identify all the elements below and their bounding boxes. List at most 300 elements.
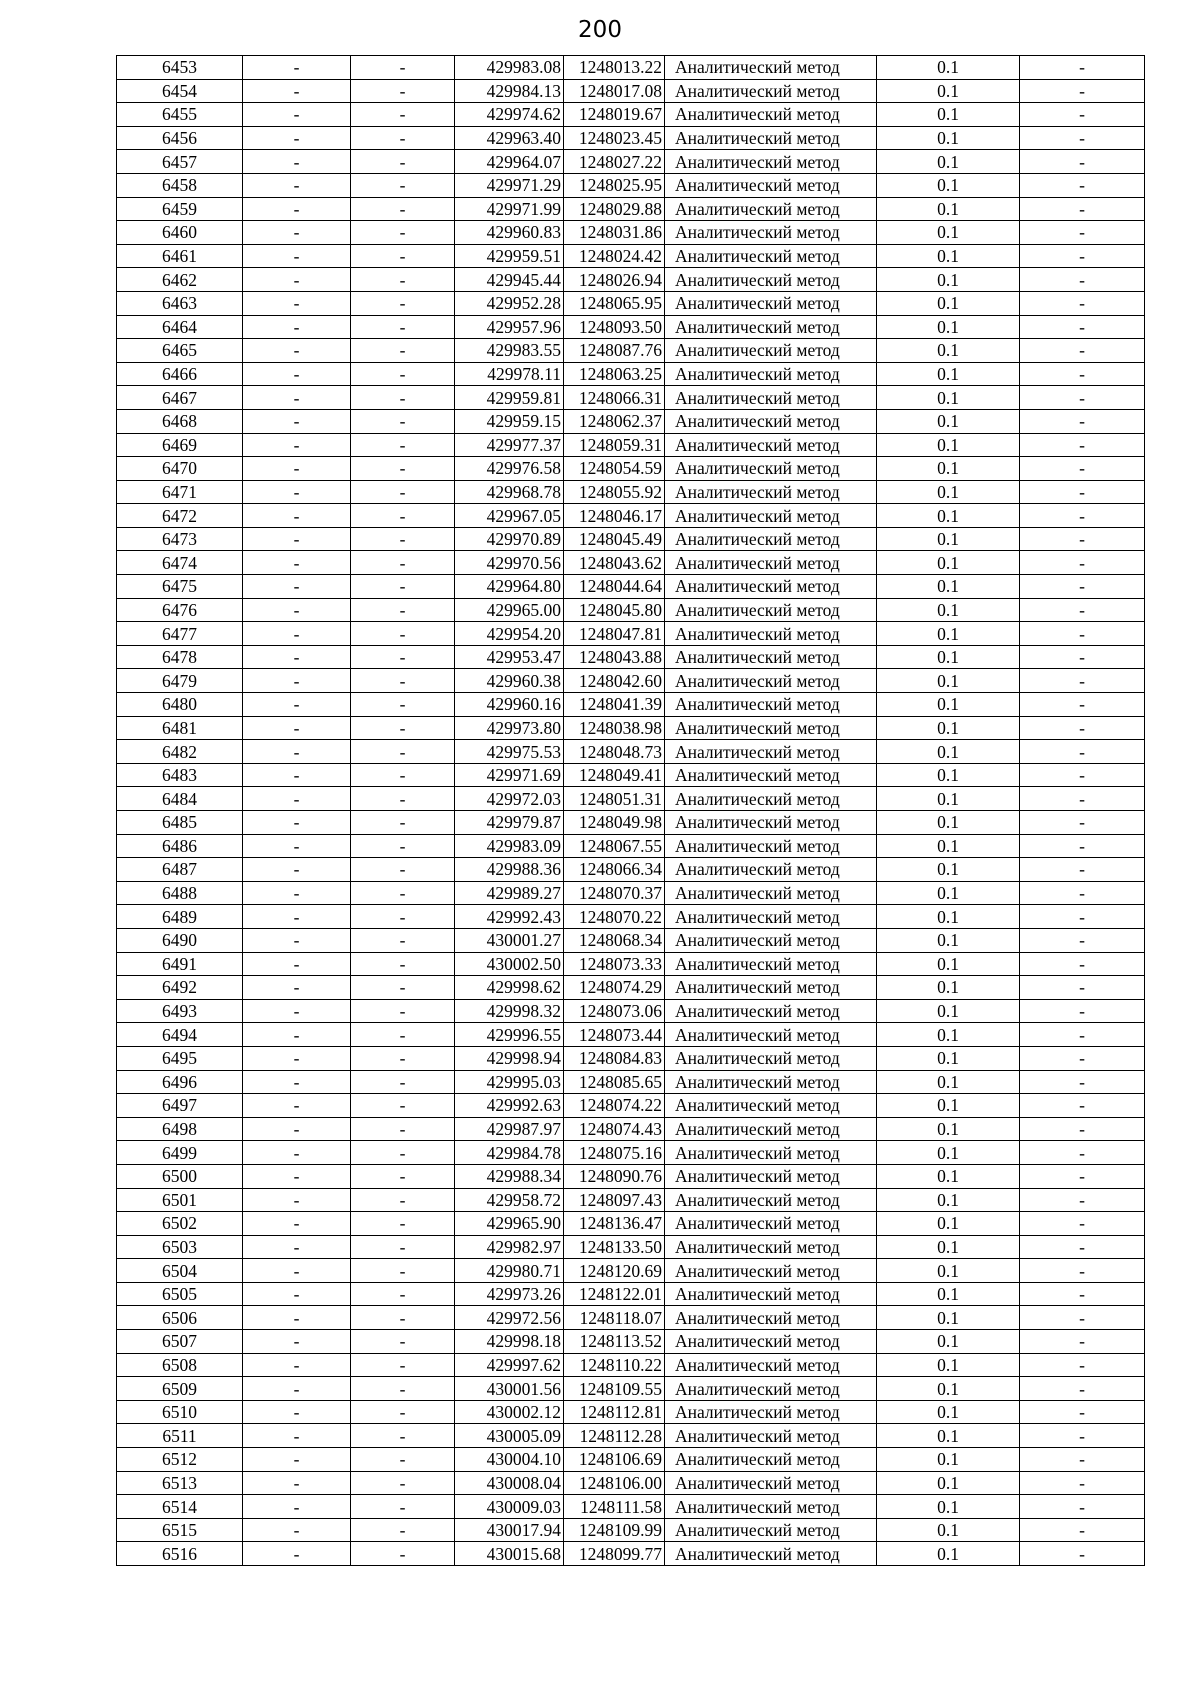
note-cell: - <box>1020 928 1145 952</box>
empty-cell: - <box>351 480 455 504</box>
method-cell: Аналитический метод <box>665 1259 877 1283</box>
x-coordinate-cell: 429972.56 <box>455 1306 564 1330</box>
note-cell: - <box>1020 1400 1145 1424</box>
note-cell: - <box>1020 1188 1145 1212</box>
accuracy-cell: 0.1 <box>877 1400 1020 1424</box>
method-cell: Аналитический метод <box>665 952 877 976</box>
empty-cell: - <box>243 103 351 127</box>
point-number-cell: 6461 <box>117 244 243 268</box>
table-row <box>117 339 1145 363</box>
table-row <box>117 905 1145 929</box>
x-coordinate-cell: 429970.89 <box>455 527 564 551</box>
x-coordinate-cell: 429973.26 <box>455 1282 564 1306</box>
y-coordinate-cell: 1248026.94 <box>564 268 665 292</box>
empty-cell: - <box>351 79 455 103</box>
y-coordinate-cell: 1248085.65 <box>564 1070 665 1094</box>
y-coordinate-cell: 1248042.60 <box>564 669 665 693</box>
empty-cell: - <box>351 527 455 551</box>
y-coordinate-cell: 1248087.76 <box>564 339 665 363</box>
note-cell: - <box>1020 457 1145 481</box>
accuracy-cell: 0.1 <box>877 339 1020 363</box>
x-coordinate-cell: 429988.36 <box>455 858 564 882</box>
accuracy-cell: 0.1 <box>877 1141 1020 1165</box>
empty-cell: - <box>351 834 455 858</box>
note-cell: - <box>1020 221 1145 245</box>
table-row <box>117 291 1145 315</box>
note-cell: - <box>1020 669 1145 693</box>
table-row <box>117 1141 1145 1165</box>
method-cell: Аналитический метод <box>665 1212 877 1236</box>
table-row <box>117 1212 1145 1236</box>
method-cell: Аналитический метод <box>665 1282 877 1306</box>
x-coordinate-cell: 430004.10 <box>455 1448 564 1472</box>
empty-cell: - <box>243 1377 351 1401</box>
x-coordinate-cell: 429965.90 <box>455 1212 564 1236</box>
accuracy-cell: 0.1 <box>877 409 1020 433</box>
table-row <box>117 928 1145 952</box>
empty-cell: - <box>351 1282 455 1306</box>
table-row <box>117 1094 1145 1118</box>
method-cell: Аналитический метод <box>665 834 877 858</box>
accuracy-cell: 0.1 <box>877 952 1020 976</box>
x-coordinate-cell: 429952.28 <box>455 291 564 315</box>
note-cell: - <box>1020 1235 1145 1259</box>
point-number-cell: 6500 <box>117 1164 243 1188</box>
y-coordinate-cell: 1248068.34 <box>564 928 665 952</box>
y-coordinate-cell: 1248090.76 <box>564 1164 665 1188</box>
method-cell: Аналитический метод <box>665 339 877 363</box>
empty-cell: - <box>243 268 351 292</box>
empty-cell: - <box>243 1117 351 1141</box>
empty-cell: - <box>351 56 455 80</box>
x-coordinate-cell: 429963.40 <box>455 126 564 150</box>
empty-cell: - <box>351 504 455 528</box>
point-number-cell: 6467 <box>117 386 243 410</box>
point-number-cell: 6506 <box>117 1306 243 1330</box>
x-coordinate-cell: 430001.27 <box>455 928 564 952</box>
accuracy-cell: 0.1 <box>877 1117 1020 1141</box>
method-cell: Аналитический метод <box>665 787 877 811</box>
table-row <box>117 1495 1145 1519</box>
note-cell: - <box>1020 409 1145 433</box>
note-cell: - <box>1020 976 1145 1000</box>
note-cell: - <box>1020 1117 1145 1141</box>
note-cell: - <box>1020 716 1145 740</box>
accuracy-cell: 0.1 <box>877 598 1020 622</box>
point-number-cell: 6470 <box>117 457 243 481</box>
empty-cell: - <box>351 1448 455 1472</box>
x-coordinate-cell: 429971.99 <box>455 197 564 221</box>
y-coordinate-cell: 1248044.64 <box>564 575 665 599</box>
empty-cell: - <box>243 1023 351 1047</box>
empty-cell: - <box>351 881 455 905</box>
y-coordinate-cell: 1248122.01 <box>564 1282 665 1306</box>
empty-cell: - <box>243 1400 351 1424</box>
empty-cell: - <box>351 645 455 669</box>
empty-cell: - <box>243 527 351 551</box>
x-coordinate-cell: 429983.08 <box>455 56 564 80</box>
y-coordinate-cell: 1248109.99 <box>564 1518 665 1542</box>
y-coordinate-cell: 1248097.43 <box>564 1188 665 1212</box>
table-row <box>117 409 1145 433</box>
y-coordinate-cell: 1248054.59 <box>564 457 665 481</box>
table-row <box>117 386 1145 410</box>
empty-cell: - <box>351 1259 455 1283</box>
x-coordinate-cell: 430017.94 <box>455 1518 564 1542</box>
x-coordinate-cell: 430002.12 <box>455 1400 564 1424</box>
method-cell: Аналитический метод <box>665 811 877 835</box>
x-coordinate-cell: 429960.83 <box>455 221 564 245</box>
y-coordinate-cell: 1248111.58 <box>564 1495 665 1519</box>
table-row <box>117 1259 1145 1283</box>
method-cell: Аналитический метод <box>665 315 877 339</box>
empty-cell: - <box>243 763 351 787</box>
note-cell: - <box>1020 79 1145 103</box>
y-coordinate-cell: 1248112.28 <box>564 1424 665 1448</box>
y-coordinate-cell: 1248084.83 <box>564 1046 665 1070</box>
method-cell: Аналитический метод <box>665 1023 877 1047</box>
method-cell: Аналитический метод <box>665 150 877 174</box>
note-cell: - <box>1020 244 1145 268</box>
note-cell: - <box>1020 763 1145 787</box>
empty-cell: - <box>351 622 455 646</box>
accuracy-cell: 0.1 <box>877 716 1020 740</box>
point-number-cell: 6462 <box>117 268 243 292</box>
empty-cell: - <box>243 834 351 858</box>
table-row <box>117 1070 1145 1094</box>
point-number-cell: 6487 <box>117 858 243 882</box>
empty-cell: - <box>243 952 351 976</box>
x-coordinate-cell: 429998.32 <box>455 999 564 1023</box>
table-row <box>117 457 1145 481</box>
accuracy-cell: 0.1 <box>877 1330 1020 1354</box>
table-row <box>117 221 1145 245</box>
note-cell: - <box>1020 740 1145 764</box>
point-number-cell: 6497 <box>117 1094 243 1118</box>
x-coordinate-cell: 429992.63 <box>455 1094 564 1118</box>
empty-cell: - <box>351 811 455 835</box>
table-row <box>117 1400 1145 1424</box>
empty-cell: - <box>351 291 455 315</box>
empty-cell: - <box>243 999 351 1023</box>
y-coordinate-cell: 1248106.00 <box>564 1471 665 1495</box>
empty-cell: - <box>243 740 351 764</box>
empty-cell: - <box>243 1164 351 1188</box>
accuracy-cell: 0.1 <box>877 315 1020 339</box>
empty-cell: - <box>351 763 455 787</box>
table-row <box>117 1306 1145 1330</box>
note-cell: - <box>1020 787 1145 811</box>
empty-cell: - <box>351 999 455 1023</box>
empty-cell: - <box>243 1282 351 1306</box>
empty-cell: - <box>243 504 351 528</box>
point-number-cell: 6484 <box>117 787 243 811</box>
point-number-cell: 6509 <box>117 1377 243 1401</box>
empty-cell: - <box>243 928 351 952</box>
x-coordinate-cell: 429965.00 <box>455 598 564 622</box>
accuracy-cell: 0.1 <box>877 1046 1020 1070</box>
table-row <box>117 173 1145 197</box>
x-coordinate-cell: 429978.11 <box>455 362 564 386</box>
x-coordinate-cell: 429967.05 <box>455 504 564 528</box>
x-coordinate-cell: 429945.44 <box>455 268 564 292</box>
method-cell: Аналитический метод <box>665 763 877 787</box>
point-number-cell: 6459 <box>117 197 243 221</box>
empty-cell: - <box>243 339 351 363</box>
point-number-cell: 6463 <box>117 291 243 315</box>
table-row <box>117 693 1145 717</box>
point-number-cell: 6483 <box>117 763 243 787</box>
note-cell: - <box>1020 952 1145 976</box>
empty-cell: - <box>243 433 351 457</box>
table-row <box>117 1023 1145 1047</box>
table-row <box>117 1282 1145 1306</box>
method-cell: Аналитический метод <box>665 197 877 221</box>
empty-cell: - <box>243 551 351 575</box>
empty-cell: - <box>351 1164 455 1188</box>
empty-cell: - <box>243 1070 351 1094</box>
note-cell: - <box>1020 1306 1145 1330</box>
y-coordinate-cell: 1248066.34 <box>564 858 665 882</box>
empty-cell: - <box>351 1188 455 1212</box>
empty-cell: - <box>243 1046 351 1070</box>
x-coordinate-cell: 429984.13 <box>455 79 564 103</box>
y-coordinate-cell: 1248093.50 <box>564 315 665 339</box>
method-cell: Аналитический метод <box>665 669 877 693</box>
table-row <box>117 79 1145 103</box>
point-number-cell: 6481 <box>117 716 243 740</box>
point-number-cell: 6478 <box>117 645 243 669</box>
accuracy-cell: 0.1 <box>877 999 1020 1023</box>
point-number-cell: 6503 <box>117 1235 243 1259</box>
note-cell: - <box>1020 339 1145 363</box>
x-coordinate-cell: 429970.56 <box>455 551 564 575</box>
empty-cell: - <box>243 622 351 646</box>
point-number-cell: 6471 <box>117 480 243 504</box>
method-cell: Аналитический метод <box>665 1471 877 1495</box>
empty-cell: - <box>351 928 455 952</box>
accuracy-cell: 0.1 <box>877 622 1020 646</box>
x-coordinate-cell: 429957.96 <box>455 315 564 339</box>
x-coordinate-cell: 429960.38 <box>455 669 564 693</box>
x-coordinate-cell: 429972.03 <box>455 787 564 811</box>
empty-cell: - <box>243 881 351 905</box>
note-cell: - <box>1020 504 1145 528</box>
accuracy-cell: 0.1 <box>877 1471 1020 1495</box>
point-number-cell: 6512 <box>117 1448 243 1472</box>
point-number-cell: 6460 <box>117 221 243 245</box>
empty-cell: - <box>351 598 455 622</box>
method-cell: Аналитический метод <box>665 575 877 599</box>
accuracy-cell: 0.1 <box>877 1094 1020 1118</box>
method-cell: Аналитический метод <box>665 221 877 245</box>
x-coordinate-cell: 430015.68 <box>455 1542 564 1566</box>
y-coordinate-cell: 1248013.22 <box>564 56 665 80</box>
table-row <box>117 1046 1145 1070</box>
point-number-cell: 6494 <box>117 1023 243 1047</box>
y-coordinate-cell: 1248046.17 <box>564 504 665 528</box>
x-coordinate-cell: 429998.18 <box>455 1330 564 1354</box>
y-coordinate-cell: 1248049.41 <box>564 763 665 787</box>
empty-cell: - <box>351 1212 455 1236</box>
method-cell: Аналитический метод <box>665 1164 877 1188</box>
y-coordinate-cell: 1248109.55 <box>564 1377 665 1401</box>
method-cell: Аналитический метод <box>665 881 877 905</box>
table-row <box>117 1353 1145 1377</box>
point-number-cell: 6472 <box>117 504 243 528</box>
y-coordinate-cell: 1248070.22 <box>564 905 665 929</box>
empty-cell: - <box>243 787 351 811</box>
y-coordinate-cell: 1248059.31 <box>564 433 665 457</box>
accuracy-cell: 0.1 <box>877 1518 1020 1542</box>
note-cell: - <box>1020 575 1145 599</box>
note-cell: - <box>1020 56 1145 80</box>
empty-cell: - <box>243 79 351 103</box>
method-cell: Аналитический метод <box>665 1495 877 1519</box>
table-row <box>117 551 1145 575</box>
accuracy-cell: 0.1 <box>877 527 1020 551</box>
method-cell: Аналитический метод <box>665 103 877 127</box>
y-coordinate-cell: 1248024.42 <box>564 244 665 268</box>
note-cell: - <box>1020 1164 1145 1188</box>
method-cell: Аналитический метод <box>665 126 877 150</box>
empty-cell: - <box>243 1542 351 1566</box>
empty-cell: - <box>351 1306 455 1330</box>
x-coordinate-cell: 429974.62 <box>455 103 564 127</box>
x-coordinate-cell: 429998.62 <box>455 976 564 1000</box>
point-number-cell: 6516 <box>117 1542 243 1566</box>
note-cell: - <box>1020 1282 1145 1306</box>
method-cell: Аналитический метод <box>665 1400 877 1424</box>
method-cell: Аналитический метод <box>665 291 877 315</box>
method-cell: Аналитический метод <box>665 1518 877 1542</box>
y-coordinate-cell: 1248017.08 <box>564 79 665 103</box>
empty-cell: - <box>351 669 455 693</box>
accuracy-cell: 0.1 <box>877 504 1020 528</box>
empty-cell: - <box>243 1306 351 1330</box>
empty-cell: - <box>243 126 351 150</box>
table-body <box>117 56 1145 1566</box>
y-coordinate-cell: 1248055.92 <box>564 480 665 504</box>
table-row <box>117 787 1145 811</box>
point-number-cell: 6465 <box>117 339 243 363</box>
point-number-cell: 6510 <box>117 1400 243 1424</box>
y-coordinate-cell: 1248023.45 <box>564 126 665 150</box>
point-number-cell: 6455 <box>117 103 243 127</box>
table-row <box>117 1164 1145 1188</box>
table-row <box>117 1448 1145 1472</box>
method-cell: Аналитический метод <box>665 386 877 410</box>
point-number-cell: 6479 <box>117 669 243 693</box>
page-number: 200 <box>578 17 622 43</box>
empty-cell: - <box>351 103 455 127</box>
accuracy-cell: 0.1 <box>877 173 1020 197</box>
accuracy-cell: 0.1 <box>877 1377 1020 1401</box>
table-row <box>117 433 1145 457</box>
method-cell: Аналитический метод <box>665 976 877 1000</box>
accuracy-cell: 0.1 <box>877 1353 1020 1377</box>
y-coordinate-cell: 1248070.37 <box>564 881 665 905</box>
x-coordinate-cell: 429964.07 <box>455 150 564 174</box>
x-coordinate-cell: 429988.34 <box>455 1164 564 1188</box>
table-row <box>117 858 1145 882</box>
accuracy-cell: 0.1 <box>877 1282 1020 1306</box>
y-coordinate-cell: 1248029.88 <box>564 197 665 221</box>
table-row <box>117 244 1145 268</box>
point-number-cell: 6473 <box>117 527 243 551</box>
table-row <box>117 716 1145 740</box>
accuracy-cell: 0.1 <box>877 787 1020 811</box>
point-number-cell: 6475 <box>117 575 243 599</box>
y-coordinate-cell: 1248067.55 <box>564 834 665 858</box>
accuracy-cell: 0.1 <box>877 1542 1020 1566</box>
y-coordinate-cell: 1248110.22 <box>564 1353 665 1377</box>
note-cell: - <box>1020 881 1145 905</box>
empty-cell: - <box>243 1448 351 1472</box>
method-cell: Аналитический метод <box>665 1353 877 1377</box>
y-coordinate-cell: 1248112.81 <box>564 1400 665 1424</box>
method-cell: Аналитический метод <box>665 173 877 197</box>
empty-cell: - <box>351 315 455 339</box>
accuracy-cell: 0.1 <box>877 1070 1020 1094</box>
y-coordinate-cell: 1248066.31 <box>564 386 665 410</box>
accuracy-cell: 0.1 <box>877 79 1020 103</box>
note-cell: - <box>1020 1094 1145 1118</box>
empty-cell: - <box>351 575 455 599</box>
empty-cell: - <box>351 551 455 575</box>
table-row <box>117 763 1145 787</box>
point-number-cell: 6515 <box>117 1518 243 1542</box>
note-cell: - <box>1020 1023 1145 1047</box>
y-coordinate-cell: 1248027.22 <box>564 150 665 174</box>
empty-cell: - <box>243 811 351 835</box>
y-coordinate-cell: 1248074.22 <box>564 1094 665 1118</box>
y-coordinate-cell: 1248073.44 <box>564 1023 665 1047</box>
empty-cell: - <box>351 1023 455 1047</box>
note-cell: - <box>1020 103 1145 127</box>
accuracy-cell: 0.1 <box>877 126 1020 150</box>
x-coordinate-cell: 429954.20 <box>455 622 564 646</box>
empty-cell: - <box>351 409 455 433</box>
point-number-cell: 6492 <box>117 976 243 1000</box>
method-cell: Аналитический метод <box>665 409 877 433</box>
method-cell: Аналитический метод <box>665 622 877 646</box>
point-number-cell: 6456 <box>117 126 243 150</box>
accuracy-cell: 0.1 <box>877 763 1020 787</box>
note-cell: - <box>1020 1046 1145 1070</box>
point-number-cell: 6501 <box>117 1188 243 1212</box>
table-row <box>117 1188 1145 1212</box>
method-cell: Аналитический метод <box>665 928 877 952</box>
empty-cell: - <box>243 150 351 174</box>
y-coordinate-cell: 1248038.98 <box>564 716 665 740</box>
y-coordinate-cell: 1248047.81 <box>564 622 665 646</box>
point-number-cell: 6505 <box>117 1282 243 1306</box>
method-cell: Аналитический метод <box>665 527 877 551</box>
accuracy-cell: 0.1 <box>877 669 1020 693</box>
method-cell: Аналитический метод <box>665 268 877 292</box>
y-coordinate-cell: 1248099.77 <box>564 1542 665 1566</box>
empty-cell: - <box>351 1117 455 1141</box>
accuracy-cell: 0.1 <box>877 457 1020 481</box>
point-number-cell: 6482 <box>117 740 243 764</box>
method-cell: Аналитический метод <box>665 480 877 504</box>
empty-cell: - <box>243 598 351 622</box>
accuracy-cell: 0.1 <box>877 575 1020 599</box>
accuracy-cell: 0.1 <box>877 811 1020 835</box>
empty-cell: - <box>243 1259 351 1283</box>
point-number-cell: 6495 <box>117 1046 243 1070</box>
